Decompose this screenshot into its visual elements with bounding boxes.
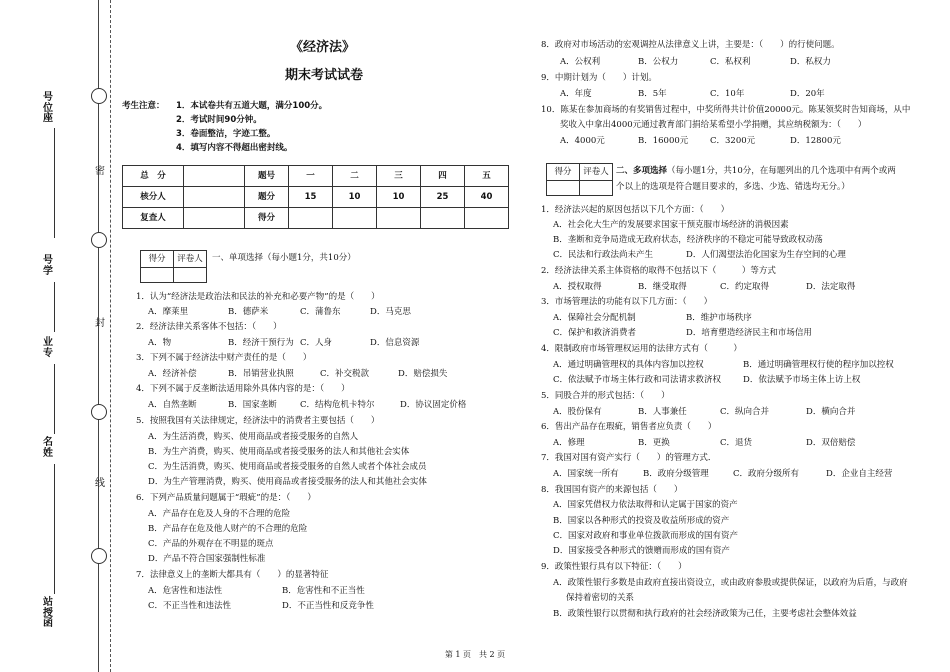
field-underline: [54, 364, 55, 434]
table-cell: 题分: [245, 187, 289, 208]
option: A．自然垄断: [148, 400, 197, 410]
note-item: 3．卷面整洁，字迹工整。: [176, 129, 276, 139]
punch-hole: [91, 404, 107, 420]
option: D．12800元: [790, 136, 841, 146]
table-row: [123, 187, 509, 208]
option: B．吊销营业执照: [228, 369, 294, 379]
option: A．经济补偿: [148, 369, 197, 379]
question-stem: 4．下列不属于反垄断法适用除外具体内容的是：（ ）: [136, 384, 350, 394]
table-cell: 得分: [245, 208, 289, 229]
question-stem: 9．中期计划为（ ）计划。: [541, 73, 657, 83]
option: C．私权利: [710, 57, 751, 67]
option: C．3200元: [710, 136, 756, 146]
notes-label: 考生注意：: [122, 101, 165, 111]
option: A．年度: [560, 89, 592, 99]
option: C．退货: [720, 438, 753, 448]
question-stem: 1．认为“经济法是政治法和民法的补充和必要产物”的是（ ）: [136, 292, 380, 302]
option: D．企业自主经营: [826, 469, 893, 479]
grader-score-label: 得分: [141, 251, 174, 268]
option: B．国家以各种形式的投资及收益所形成的资产: [553, 516, 730, 526]
option: A．产品存在危及人身的不合理的危险: [148, 509, 291, 519]
option: C．不正当性和违法性: [148, 601, 232, 611]
option: B．更换: [638, 438, 670, 448]
option: C．纵向合并: [720, 407, 770, 417]
seal-char: 密: [95, 166, 105, 177]
table-cell: [465, 208, 509, 229]
question-stem: 9．政策性银行具有以下特征：（ ）: [541, 562, 687, 572]
punch-hole: [91, 548, 107, 564]
table-cell: [333, 208, 377, 229]
section-title-line2: 个以上的选项是符合题目要求的，多选、少选、错选均无分。）: [616, 182, 850, 192]
field-label-seat: 号位座: [43, 92, 53, 124]
option: C．国家对政府和事业单位拨款而形成的国有资产: [553, 531, 739, 541]
option: A．危害性和违法性: [148, 586, 223, 596]
table-cell: [289, 208, 333, 229]
option: D．赔偿损失: [398, 369, 448, 379]
table-cell: 五: [465, 166, 509, 187]
option: B．5年: [638, 89, 667, 99]
section-title-bold: 二、多项选择: [616, 166, 668, 176]
option: A．通过明确管理权的具体内容加以控权: [553, 360, 704, 370]
question-stem: 2．经济法律关系主体资格的取得不包括以下（ ）等方式: [541, 266, 776, 276]
option: D．产品不符合国家强制性标准: [148, 554, 266, 564]
option: C．补交税款: [320, 369, 370, 379]
binding-line-inner: [110, 0, 111, 672]
option: C．依法赋予市场主体行政和司法请求救济权: [553, 375, 722, 385]
exam-subtitle: 期末考试试卷: [285, 68, 364, 83]
table-cell: 四: [421, 166, 465, 187]
field-underline: [54, 282, 55, 332]
option: D．法定取得: [806, 282, 856, 292]
option: B．人事兼任: [638, 407, 687, 417]
option: A．摩莱里: [148, 307, 189, 317]
option: B．垄断和竞争局造成无政府状态，经济秩序的不稳定可能导致政权动荡: [553, 235, 823, 245]
option: B．政府分级管理: [643, 469, 709, 479]
table-cell: [184, 208, 245, 229]
question-stem: 5．按照我国有关法律规定，经济法中的消费者主要包括（ ）: [136, 416, 380, 426]
field-underline: [54, 128, 55, 238]
option: C．人身: [300, 338, 333, 348]
option: B．公权力: [638, 57, 679, 67]
table-cell: [184, 187, 245, 208]
section-title: 一、单项选择（每小题1分，共10分）: [212, 253, 356, 263]
table-cell: 15: [289, 187, 333, 208]
option: D．协议固定价格: [400, 400, 467, 410]
option: C．约定取得: [720, 282, 770, 292]
question-stem: 5．同股合并的形式包括：（ ）: [541, 391, 670, 401]
option-cont: 保持着密切的关系: [566, 593, 635, 603]
score-table: [122, 165, 509, 229]
section-title-rest: （每小题1分，共10分，在每题列出的几个选项中有两个或两: [667, 166, 896, 176]
table-cell: 题号: [245, 166, 289, 187]
option: B．通过明确管理权行使的程序加以控权: [743, 360, 894, 370]
option: A．公权利: [560, 57, 601, 67]
table-cell: 一: [289, 166, 333, 187]
option: A．物: [148, 338, 172, 348]
grader-score-label: 得分: [547, 164, 580, 181]
table-cell: 核分人: [123, 187, 184, 208]
grader-score-cell[interactable]: [141, 268, 174, 283]
option: A．国家凭借权力依法取得和认定属于国家的资产: [553, 500, 738, 510]
question-stem: 8．我国国有资产的来源包括（ ）: [541, 485, 683, 495]
option: D．培育塑造经济民主和市场信用: [686, 328, 812, 338]
option: C．蒲鲁东: [300, 307, 341, 317]
option: C．政府分级所有: [733, 469, 800, 479]
option: A．政策性银行多数是由政府直接出资设立，或由政府参股或提供保证，以政府为后盾，与政府: [553, 578, 908, 588]
field-label-student-id: 号学: [43, 255, 53, 277]
grader-box: [546, 163, 613, 196]
table-cell: 40: [465, 187, 509, 208]
field-label-station: 站授函: [43, 597, 53, 629]
question-stem: 6．售出产品存在瑕疵，销售者应负责（ ）: [541, 422, 717, 432]
table-cell: 总 分: [123, 166, 184, 187]
option: B．16000元: [638, 136, 689, 146]
question-stem: 10．陈某在参加商场的有奖销售过程中，中奖所得共计价值20000元。陈某领奖时告知商场，从中: [541, 105, 911, 115]
option: B．危害性和不正当性: [282, 586, 365, 596]
section-title: [616, 166, 896, 176]
seal-char: 线: [95, 478, 105, 489]
question-stem: 8．政府对市场活动的宏观调控从法律意义上讲，主要是：（ ）的行使问题。: [541, 40, 840, 50]
option: A．授权取得: [553, 282, 602, 292]
option: A．为生活消费，购买、使用商品或者接受服务的自然人: [148, 432, 359, 442]
table-cell: [377, 208, 421, 229]
field-label-name: 名姓: [43, 437, 53, 459]
option: D．不正当性和反竞争性: [282, 601, 374, 611]
table-cell: 二: [333, 166, 377, 187]
option: B．维护市场秩序: [686, 313, 752, 323]
option: C．10年: [710, 89, 745, 99]
question-stem: 6．下列产品质量问题属于“瑕疵”的是：（ ）: [136, 493, 316, 503]
option: B．经济干预行为: [228, 338, 294, 348]
option: D．横向合并: [806, 407, 856, 417]
option: D．国家接受各种形式的馈赠而形成的国有资产: [553, 546, 730, 556]
option: A．社会化大生产的发展要求国家干预克服市场经济的消极因素: [553, 220, 789, 230]
question-stem: 1．经济法兴起的原因包括以下几个方面：（ ）: [541, 205, 730, 215]
question-stem: 3．下列不属于经济法中财产责任的是（ ）: [136, 353, 312, 363]
option: B．继受取得: [638, 282, 687, 292]
table-cell: 三: [377, 166, 421, 187]
option: D．20年: [790, 89, 825, 99]
question-stem: 2．经济法律关系客体不包括：（ ）: [136, 322, 282, 332]
question-stem: 7．我国对国有资产实行（ ）的管理方式．: [541, 453, 717, 463]
question-stem-cont: 奖收入中拿出4000元通过教育部门捐给某希望小学捐赠，其应纳税额为：（ ）: [560, 120, 867, 130]
option: D．信息资源: [370, 338, 420, 348]
question-stem: 4．限制政府市场管理权运用的法律方式有（ ）: [541, 344, 742, 354]
table-cell: [184, 166, 245, 187]
option: C．结构危机卡特尔: [300, 400, 375, 410]
option: A．保障社会分配机制: [553, 313, 636, 323]
option: B．政策性银行以贯彻和执行政府的社会经济政策为己任，主要考虑社会整体效益: [553, 609, 857, 619]
note-item: 2．考试时间90分钟。: [176, 115, 262, 125]
punch-hole: [91, 232, 107, 248]
exam-title: 《经济法》: [290, 40, 356, 55]
option: D．依法赋予市场主体上访上权: [743, 375, 861, 385]
table-cell: [421, 208, 465, 229]
option: A．国家统一所有: [553, 469, 619, 479]
option: C．产品的外观存在不明显的斑点: [148, 539, 274, 549]
question-stem: 7．法律意义上的垄断大都具有（ ）的显著特征: [136, 570, 329, 580]
grader-reviewer-label: 评卷人: [580, 164, 613, 181]
table-cell: 10: [377, 187, 421, 208]
option: A．修理: [553, 438, 585, 448]
grader-reviewer-cell[interactable]: [580, 181, 613, 196]
option: A．股份保有: [553, 407, 602, 417]
page-footer: 第 1 页 共 2 页: [444, 650, 506, 659]
table-cell: 25: [421, 187, 465, 208]
field-underline: [54, 464, 55, 594]
option: D．为生产管理消费，购买、使用商品或者接受服务的法人和其他社会实体: [148, 477, 427, 487]
table-cell: 复查人: [123, 208, 184, 229]
note-item: 4．填写内容不得超出密封线。: [176, 143, 293, 153]
table-row: [123, 208, 509, 229]
option: B．为生产消费，购买、使用商品或者接受服务的法人和其他社会实体: [148, 447, 410, 457]
table-cell: 10: [333, 187, 377, 208]
seal-char: 封: [95, 318, 105, 329]
option: A．4000元: [560, 136, 605, 146]
grader-box: [140, 250, 207, 283]
option: D．马克思: [370, 307, 411, 317]
table-row: [123, 166, 509, 187]
grader-reviewer-label: 评卷人: [174, 251, 207, 268]
punch-hole: [91, 88, 107, 104]
field-label-major: 业专: [43, 337, 53, 359]
option: C．为生活消费，购买、使用商品或者接受服务的自然人或者个体社会成员: [148, 462, 427, 472]
note-item: 1．本试卷共有五道大题，满分100分。: [176, 101, 328, 111]
grader-score-cell[interactable]: [547, 181, 580, 196]
option: D．人们渴望法治化国家为生存空间的心理: [686, 250, 846, 260]
option: D．双倍赔偿: [806, 438, 856, 448]
grader-reviewer-cell[interactable]: [174, 268, 207, 283]
option: C．民法和行政法尚未产生: [553, 250, 654, 260]
option: D．私权力: [790, 57, 831, 67]
option: B．国家垄断: [228, 400, 277, 410]
option: B．德萨米: [228, 307, 269, 317]
option: C．保护和救济消费者: [553, 328, 637, 338]
question-stem: 3．市场管理法的功能有以下几方面：（ ）: [541, 297, 713, 307]
option: B．产品存在危及他人财产的不合理的危险: [148, 524, 308, 534]
